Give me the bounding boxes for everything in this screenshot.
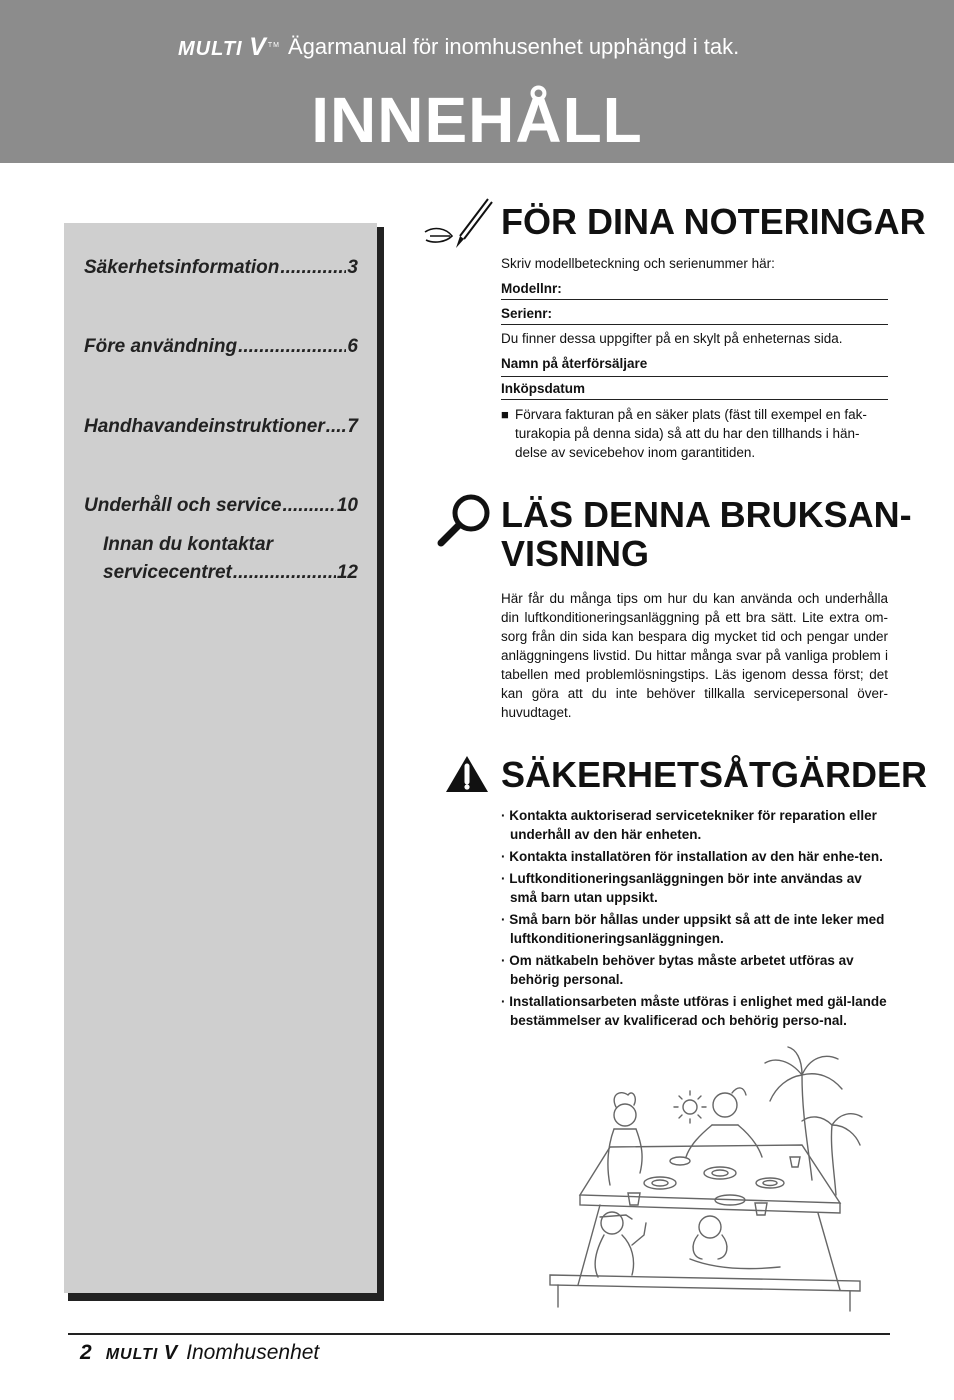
- magnifier-icon: [436, 492, 494, 548]
- list-item: · Små barn bör hållas under uppsikt så att de inte leker med luftkonditioneringsanläggningen.: [501, 910, 888, 948]
- read-paragraph: Här får du många tips om hur du kan använda och underhålla din luftkonditioneringsanläggning på ett bra sätt. Lite extra om-sorg från din sida kan bespara dig mycket tid och pengar under anläggningens livstid. Du hittar många svar på vanliga problem i tabellen med problemlösningstips. Läs igenom dessa först; det kan göra att du inte behöver tillkalla servicepersonal över-huvudtaget.: [501, 591, 888, 720]
- list-item: · Om nätkabeln behöver bytas måste arbetet utföras av behörig personal.: [501, 951, 888, 989]
- toc-entry-underhall-och-service[interactable]: Underhåll och service ..... 10: [84, 495, 358, 517]
- list-item: · Luftkonditioneringsanläggningen bör inte användas av små barn utan uppsikt.: [501, 869, 888, 907]
- toc-entry-fore-anvandning[interactable]: Före användning ..... 6: [84, 336, 358, 358]
- list-item: · Kontakta auktoriserad servicetekniker för reparation eller underhåll av den här enheten.: [501, 806, 888, 844]
- manual-subtitle: Ägarmanual för inomhusenhet upphängd i tak.: [287, 34, 740, 59]
- notes-info: Du finner dessa uppgifter på en skylt på enheternas sida.: [501, 331, 843, 346]
- notes-intro: Skriv modellbeteckning och serienummer här:: [501, 256, 775, 271]
- list-item: · Installationsarbeten måste utföras i enlighet med gäl-lande bestämmelser av kvalificerad och behörig perso-nal.: [501, 992, 888, 1030]
- toc-subentry-servicecentret[interactable]: servicecentret ..... 12: [103, 562, 358, 584]
- multiv-logo: MULTI V™: [178, 32, 280, 61]
- toc-entry-handhavandeinstruktioner[interactable]: Handhavandeinstruktioner ..... 7: [84, 416, 358, 438]
- notes-title: FÖR DINA NOTERINGAR: [501, 201, 926, 242]
- dealer-divider: [501, 376, 888, 377]
- invoice-note: ■ Förvara fakturan på en säker plats (fäst till exempel en fak-turakopia på denna sida) så att du har den tillhands i hän-delse av sevicebehov inom garantitiden.: [501, 407, 867, 460]
- table-of-contents: [64, 223, 377, 1293]
- picnic-illustration: [540, 1045, 870, 1313]
- footer-divider: [68, 1333, 890, 1335]
- warning-icon: [444, 754, 490, 794]
- page-title: INNEHÅLL: [311, 84, 643, 156]
- dealer-name-field[interactable]: Namn på återförsäljare: [501, 356, 648, 371]
- header-subtitle-row: [178, 30, 739, 64]
- safety-list: [501, 806, 888, 1033]
- toc-entry-sakerhetsinformation[interactable]: Säkerhetsinformation ..... 3: [84, 257, 358, 279]
- model-number-field[interactable]: Modellnr:: [501, 281, 888, 300]
- header-banner: [0, 0, 954, 163]
- page-number: 2: [80, 1341, 92, 1364]
- footer-text: Inomhusenhet: [186, 1341, 320, 1364]
- pen-icon: [422, 196, 494, 254]
- purchase-date-field[interactable]: Inköpsdatum: [501, 381, 888, 400]
- page-footer: [80, 1340, 319, 1366]
- list-item: · Kontakta installatören för installation av den här enhe-ten.: [501, 847, 888, 866]
- toc-subentry-line1: Innan du kontaktar: [103, 534, 273, 555]
- square-bullet-icon: ■: [501, 407, 509, 422]
- footer-logo: MULTI V: [105, 1341, 179, 1364]
- serial-number-field[interactable]: Serienr:: [501, 306, 888, 325]
- safety-title: SÄKERHETSÅTGÄRDER: [501, 754, 928, 795]
- read-title: LÄS DENNA BRUKSAN- VISNING: [501, 494, 912, 574]
